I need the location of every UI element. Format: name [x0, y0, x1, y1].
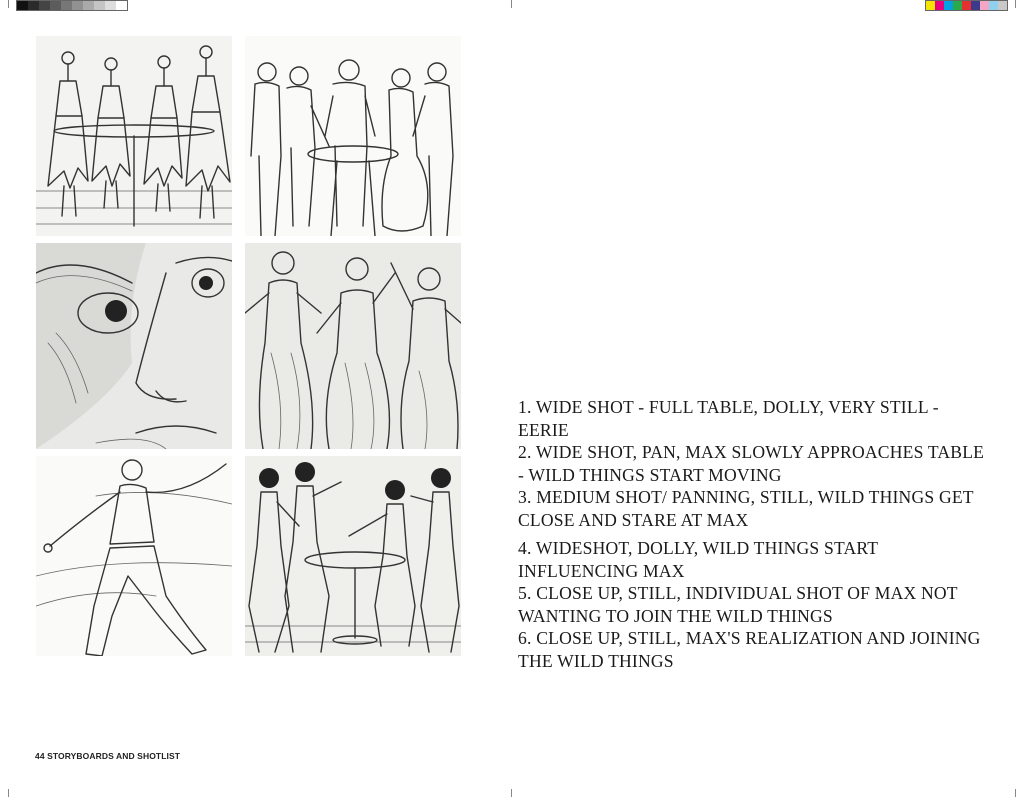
sketch-four-dancers-at-table-icon — [36, 36, 232, 236]
crop-mark — [511, 789, 512, 797]
storyboard-panel-1 — [36, 36, 232, 236]
storyboard-panel-2 — [245, 36, 461, 236]
shot-list-item-2: 2. WIDE SHOT, PAN, MAX SLOWLY APPROACHES TABLE - WILD THINGS START MOVING — [518, 442, 985, 485]
shot-list-item-6: 6. CLOSE UP, STILL, MAX'S REALIZATION AND JOINING THE WILD THINGS — [518, 628, 981, 671]
storyboard-panel-5 — [36, 456, 232, 656]
page-footer-label: 44 STORYBOARDS AND SHOTLIST — [35, 751, 181, 761]
storyboard-panel-3 — [36, 243, 232, 449]
crop-mark — [1015, 0, 1016, 8]
shot-list-item-5: 5. CLOSE UP, STILL, INDIVIDUAL SHOT OF MAX NOT WANTING TO JOIN THE WILD THINGS — [518, 583, 958, 626]
grayscale-calibration-bar — [16, 0, 128, 11]
shot-list-item-1: 1. WIDE SHOT - FULL TABLE, DOLLY, VERY STILL - EERIE — [518, 397, 939, 440]
sketch-five-figures-around-table-icon — [245, 36, 461, 236]
crop-mark — [8, 789, 9, 797]
crop-mark — [1015, 789, 1016, 797]
sketch-man-dancing-icon — [36, 456, 232, 656]
sketch-three-dancing-women-icon — [245, 243, 461, 449]
storyboard-panel-4 — [245, 243, 461, 449]
sketch-five-dancers-at-table-icon — [245, 456, 461, 656]
storyboard-panel-6 — [245, 456, 461, 656]
shot-list — [518, 396, 988, 672]
shot-list-item-4: 4. WIDESHOT, DOLLY, WILD THINGS START INFLUENCING MAX — [518, 538, 878, 581]
crop-mark — [8, 0, 9, 8]
shot-list-item-3: 3. MEDIUM SHOT/ PANNING, STILL, WILD THINGS GET CLOSE AND STARE AT MAX — [518, 487, 974, 530]
sketch-face-closeup-icon — [36, 243, 232, 449]
crop-mark — [511, 0, 512, 8]
color-calibration-bar — [925, 0, 1008, 11]
